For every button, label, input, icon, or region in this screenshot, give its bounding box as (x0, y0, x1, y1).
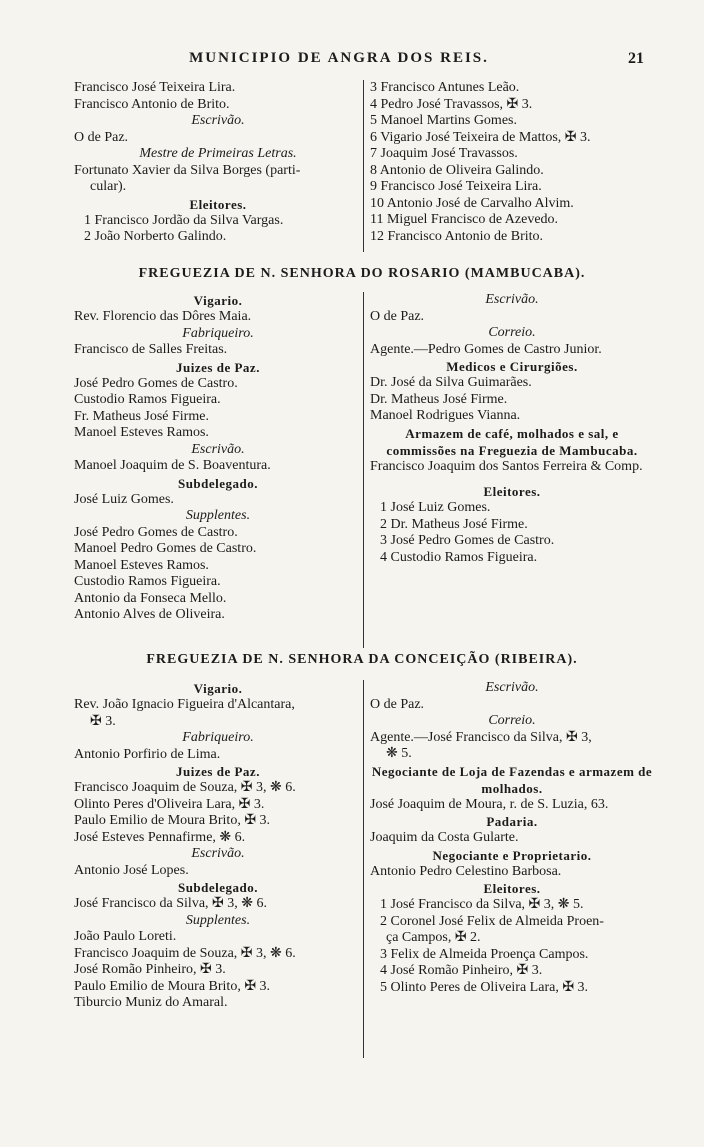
section-title-rosario: FREGUEZIA DE N. SENHORA DO ROSARIO (MAMBUCABA). (138, 266, 586, 281)
role-heading: Fabriqueiro. (182, 325, 254, 341)
section-heading: Eleitores. (483, 484, 541, 499)
top-left-column (74, 80, 362, 246)
entry-line: Antonio José Lopes. (74, 862, 189, 878)
section-title-conceicao: FREGUEZIA DE N. SENHORA DA CONCEIÇÃO (RIBEIRA). (146, 652, 578, 667)
page-title: MUNICIPIO DE ANGRA DOS REIS. (189, 50, 489, 66)
page-number: 21 (628, 50, 644, 67)
entry-line: 3 Francisco Antunes Leão. (370, 80, 520, 95)
entry-line: 2 Dr. Matheus José Firme. (380, 516, 528, 532)
entry-line: 1 Francisco Jordão da Silva Vargas. (84, 212, 284, 228)
entry-line: Fr. Matheus José Firme. (74, 408, 209, 424)
running-head (74, 50, 644, 74)
entry-line: O de Paz. (370, 696, 425, 712)
entry-line: 11 Miguel Francisco de Azevedo. (370, 212, 559, 227)
role-heading: Mestre de Primeiras Letras. (139, 146, 297, 161)
entry-line: Francisco José Teixeira Lira. (74, 80, 236, 95)
entry-line: Francisco Joaquim de Souza, ✠ 3, ❋ 6. (74, 945, 296, 961)
section-heading: Juizes de Paz. (176, 764, 260, 779)
entry-line: 10 Antonio José de Carvalho Alvim. (370, 195, 574, 211)
entry-line: 1 José Luiz Gomes. (380, 500, 491, 515)
entry-line: Antonio Pedro Celestino Barbosa. (370, 863, 562, 879)
entry-line: Agente.—Pedro Gomes de Castro Junior. (370, 341, 602, 357)
entry-line: 2 Coronel José Felix de Almeida Proen- (380, 913, 604, 929)
entry-line: Manoel Joaquim de S. Boaventura. (74, 458, 271, 473)
rosario-left-column (74, 292, 362, 624)
column-divider (363, 292, 364, 648)
entry-line: 4 José Romão Pinheiro, ✠ 3. (380, 963, 543, 978)
entry-line: Antonio Alves de Oliveira. (74, 607, 225, 622)
top-block (74, 80, 650, 255)
entry-line: ✠ 3. (90, 713, 116, 729)
conceicao-left-column (74, 680, 362, 1012)
section-heading: Negociante e Proprietario. (432, 847, 592, 863)
entry-line: Rev. Florencio das Dôres Maia. (74, 309, 252, 324)
entry-line: Francisco Antonio de Brito. (74, 96, 230, 112)
entry-line: Antonio da Fonseca Mello. (74, 590, 227, 606)
entry-line: 3 José Pedro Gomes de Castro. (380, 533, 555, 548)
entry-line: Dr. José da Silva Guimarães. (370, 375, 532, 390)
role-heading: Escrivão. (191, 846, 245, 861)
entry-line: Antonio Porfirio de Lima. (74, 746, 221, 762)
entry-line: Manoel Esteves Ramos. (74, 425, 209, 440)
section-heading: Eleitores. (483, 881, 541, 896)
entry-line: José Luiz Gomes. (74, 491, 174, 507)
column-divider (363, 80, 364, 252)
section-heading: Vigario. (193, 681, 243, 696)
entry-line: Fortunato Xavier da Silva Borges (parti- (74, 162, 301, 178)
entry-line: 4 Custodio Ramos Figueira. (380, 549, 538, 565)
section-heading: Subdelegado. (177, 880, 259, 895)
entry-line: 7 Joaquim José Travassos. (370, 146, 518, 161)
entry-line: Rev. João Ignacio Figueira d'Alcantara, (74, 697, 295, 712)
entry-line: José Pedro Gomes de Castro. (74, 524, 238, 540)
entry-line: José Romão Pinheiro, ✠ 3. (74, 962, 226, 977)
role-heading: Fabriqueiro. (182, 730, 254, 745)
section-heading: Padaria. (486, 814, 538, 829)
entry-line: 5 Manoel Martins Gomes. (370, 113, 517, 128)
entry-line: Manoel Esteves Ramos. (74, 557, 209, 573)
entry-line: 8 Antonio de Oliveira Galindo. (370, 162, 544, 178)
role-heading: Supplentes. (185, 912, 251, 928)
entry-line: Dr. Matheus José Firme. (370, 391, 508, 407)
entry-line: Olinto Peres d'Oliveira Lara, ✠ 3. (74, 796, 265, 812)
entry-line: O de Paz. (74, 129, 129, 145)
section-heading: Juizes de Paz. (176, 359, 260, 375)
entry-line: Francisco Joaquim dos Santos Ferreira & Comp. (370, 458, 643, 474)
entry-line: José Francisco da Silva, ✠ 3, ❋ 6. (74, 896, 267, 911)
entry-line: 12 Francisco Antonio de Brito. (370, 228, 544, 244)
entry-line: 6 Vigario José Teixeira de Mattos, ✠ 3. (370, 129, 591, 145)
entry-line: Paulo Emilio de Moura Brito, ✠ 3. (74, 978, 271, 994)
role-heading: Escrivão. (191, 113, 245, 128)
section-heading: Vigario. (193, 293, 243, 308)
section-heading: Negociante de Loja de Fazendas e armazem de molhados. (371, 763, 653, 796)
entry-line: 9 Francisco José Teixeira Lira. (370, 179, 542, 194)
entry-line: Custodio Ramos Figueira. (74, 392, 221, 407)
section-heading: Subdelegado. (177, 475, 259, 491)
entry-line: Francisco de Salles Freitas. (74, 342, 228, 357)
conceicao-block (74, 680, 653, 1060)
entry-line: cular). (90, 179, 127, 194)
entry-line: ça Campos, ✠ 2. (386, 930, 481, 945)
column-divider (363, 680, 364, 1058)
entry-line: 2 João Norberto Galindo. (84, 229, 227, 244)
rosario-right-column (370, 292, 654, 566)
role-heading: Supplentes. (185, 508, 251, 523)
spacer (370, 475, 654, 483)
role-heading: Escrivão. (191, 441, 245, 457)
entry-line: José Joaquim de Moura, r. de S. Luzia, 63. (370, 796, 609, 812)
role-heading: Escrivão. (485, 292, 539, 307)
entry-line: José Pedro Gomes de Castro. (74, 375, 238, 391)
entry-line: 4 Pedro José Travassos, ✠ 3. (370, 96, 533, 112)
entry-line: Agente.—José Francisco da Silva, ✠ 3, (370, 729, 592, 745)
role-heading: Correio. (488, 713, 536, 728)
top-right-column (370, 80, 654, 245)
entry-line: Custodio Ramos Figueira. (74, 574, 221, 589)
entry-line: Tiburcio Muniz do Amaral. (74, 995, 228, 1010)
entry-line: 5 Olinto Peres de Oliveira Lara, ✠ 3. (380, 979, 589, 995)
entry-line: João Paulo Loreti. (74, 929, 177, 944)
entry-line: Joaquim da Costa Gularte. (370, 830, 519, 845)
entry-line: ❋ 5. (386, 746, 412, 761)
section-heading: Eleitores. (189, 196, 247, 212)
entry-line: Francisco Joaquim de Souza, ✠ 3, ❋ 6. (74, 780, 296, 795)
entry-line: O de Paz. (370, 308, 425, 324)
entry-line: Manoel Rodrigues Vianna. (370, 408, 521, 423)
entry-line: Manoel Pedro Gomes de Castro. (74, 541, 257, 556)
conceicao-right-column (370, 680, 654, 996)
role-heading: Escrivão. (485, 680, 539, 695)
entry-line: José Esteves Pennafirme, ❋ 6. (74, 829, 246, 845)
section-heading: Medicos e Cirurgiões. (446, 359, 578, 374)
entry-line: 3 Felix de Almeida Proença Campos. (380, 946, 589, 962)
entry-line: Paulo Emilio de Moura Brito, ✠ 3. (74, 813, 271, 828)
role-heading: Correio. (488, 325, 536, 340)
rosario-block (74, 292, 650, 652)
entry-line: 1 José Francisco da Silva, ✠ 3, ❋ 5. (380, 897, 584, 912)
section-heading: Armazem de café, molhados e sal, e commissões na Freguezia de Mambucaba. (386, 425, 638, 458)
